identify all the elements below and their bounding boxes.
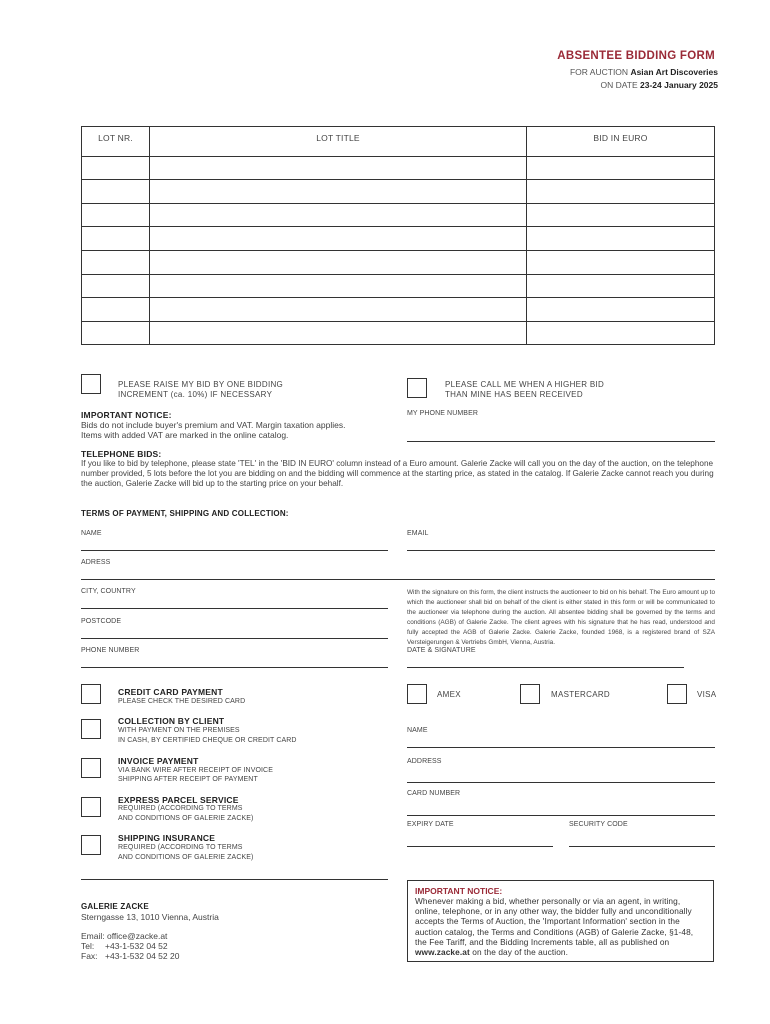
tel-label: Tel:: [81, 941, 95, 951]
telephone-bids-body: If you like to bid by telephone, please state 'TEL' in the 'BID IN EURO' column instead of a Euro amount. Galerie Zacke will call you on the day of the auction, on the telephone number provided, 5 lots before the lot you are bidding on and the bidding will commence at the starting price, as stated in the catalog. If Galerie Zacke cannot reach you during the auction, Galerie Zacke will bid up to the starting price on your behalf.: [81, 459, 714, 488]
company-name: GALERIE ZACKE: [81, 902, 149, 911]
bid-cell[interactable]: [527, 203, 715, 227]
mastercard-checkbox[interactable]: [520, 684, 540, 704]
amex-label: AMEX: [437, 690, 461, 699]
shipping-insurance-checkbox[interactable]: [81, 835, 101, 855]
signature-text: With the signature on this form, the client instructs the auctioneer to bid on his behalf. The Euro amount up to which the auctioneer shall bid on behalf of the client is either stated in this form or will be communicated to the auctioneer via telephone during the auction. All absentee bidding shall be governed by the terms and conditions (AGB) of Galerie Zacke. The client agrees with his signature that he has read, understood and fully accepted the AGB of Galerie Zacke. Galerie Zacke, founded 1968, is a registered brand of SZA Versteigerungen & Vertriebs GmbH, Vienna, Austria.: [407, 589, 715, 646]
lot-row: [82, 321, 715, 345]
lot-nr-cell[interactable]: [82, 250, 150, 274]
security-code-label: SECURITY CODE: [569, 821, 628, 828]
lot-row: [82, 180, 715, 204]
city-field[interactable]: [81, 608, 388, 609]
lots-table-header: [82, 127, 715, 157]
fax-number: +43-1-532 04 52 20: [105, 951, 180, 961]
lot-row: [82, 298, 715, 322]
notice-text: Whenever making a bid, whether personally or via an agent, in writing, online, telephone, or in any other way, the bidder fully and unconditionally accepts the Terms of Auction, the 'Important Information' section in the auction catalog, the Terms and Conditions (AGB) of Galerie Zacke, §1-48, the Fee Tariff, and the Bidding Increments table, all as published on: [415, 896, 694, 947]
tel-number: +43-1-532 04 52: [105, 941, 168, 951]
form-title: ABSENTEE BIDDING FORM: [557, 50, 715, 62]
credit-card-sub: PLEASE CHECK THE DESIRED CARD: [118, 698, 246, 705]
card-number-field[interactable]: [407, 815, 715, 816]
company-fax: [81, 951, 179, 961]
notice-body: [415, 896, 706, 957]
divider: [81, 879, 388, 880]
call-me-label: PLEASE CALL ME WHEN A HIGHER BID THAN MINE HAS BEEN RECEIVED: [445, 380, 605, 399]
company-tel: [81, 941, 168, 951]
lot-title-cell[interactable]: [150, 274, 527, 298]
lot-title-cell[interactable]: [150, 203, 527, 227]
lot-row: [82, 203, 715, 227]
address-label: ADRESS: [81, 559, 111, 566]
important-notice-box: [407, 880, 714, 962]
bid-cell[interactable]: [527, 274, 715, 298]
card-name-label: NAME: [407, 727, 428, 734]
lots-table: [81, 126, 715, 345]
security-code-field[interactable]: [569, 846, 715, 847]
phone-number-label: MY PHONE NUMBER: [407, 410, 478, 417]
credit-card-checkbox[interactable]: [81, 684, 101, 704]
postcode-field[interactable]: [81, 638, 388, 639]
lot-nr-cell[interactable]: [82, 180, 150, 204]
bid-cell[interactable]: [527, 156, 715, 180]
card-name-field[interactable]: [407, 747, 715, 748]
phone-label: PHONE NUMBER: [81, 647, 140, 654]
bid-cell[interactable]: [527, 250, 715, 274]
company-email: Email: office@zacke.at: [81, 931, 168, 941]
lot-nr-cell[interactable]: [82, 274, 150, 298]
phone-number-field[interactable]: [407, 441, 715, 442]
lot-row: [82, 156, 715, 180]
lot-nr-cell[interactable]: [82, 321, 150, 345]
express-parcel-title: EXPRESS PARCEL SERVICE: [118, 795, 239, 805]
company-street: Sterngasse 13, 1010 Vienna, Austria: [81, 912, 219, 922]
card-address-field[interactable]: [407, 782, 715, 783]
lot-nr-cell[interactable]: [82, 227, 150, 251]
raise-bid-label: PLEASE RAISE MY BID BY ONE BIDDING INCREMENT (ca. 10%) IF NECESSARY: [118, 380, 284, 399]
collection-checkbox[interactable]: [81, 719, 101, 739]
email-field[interactable]: [407, 550, 715, 551]
name-field[interactable]: [81, 550, 388, 551]
lot-title-cell[interactable]: [150, 227, 527, 251]
lot-title-cell[interactable]: [150, 156, 527, 180]
important-notice-title: IMPORTANT NOTICE:: [81, 410, 172, 420]
collection-sub2: IN CASH, BY CERTIFIED CHEQUE OR CREDIT CARD: [118, 737, 297, 744]
lot-title-cell[interactable]: [150, 321, 527, 345]
date-signature-label: DATE & SIGNATURE: [407, 647, 476, 654]
shipping-insurance-title: SHIPPING INSURANCE: [118, 833, 216, 843]
visa-checkbox[interactable]: [667, 684, 687, 704]
express-parcel-sub1: REQUIRED (ACCORDING TO TERMS: [118, 805, 243, 812]
credit-card-title: CREDIT CARD PAYMENT: [118, 687, 223, 697]
notice-title: IMPORTANT NOTICE:: [415, 886, 503, 896]
city-label: CITY, COUNTRY: [81, 588, 136, 595]
invoice-sub2: SHIPPING AFTER RECEIPT OF PAYMENT: [118, 776, 258, 783]
postcode-label: POSTCODE: [81, 618, 122, 625]
expiry-label: EXPIRY DATE: [407, 821, 454, 828]
visa-label: VISA: [697, 690, 717, 699]
express-parcel-sub2: AND CONDITIONS OF GALERIE ZACKE): [118, 815, 254, 822]
collection-sub1: WITH PAYMENT ON THE PREMISES: [118, 727, 240, 734]
col-lot-nr: LOT NR.: [82, 127, 150, 157]
lot-row: [82, 274, 715, 298]
auction-name: Asian Art Discoveries: [630, 67, 718, 77]
phone-field[interactable]: [81, 667, 388, 668]
col-lot-title: LOT TITLE: [150, 127, 527, 157]
shipping-insurance-sub2: AND CONDITIONS OF GALERIE ZACKE): [118, 854, 254, 861]
lot-title-cell[interactable]: [150, 180, 527, 204]
bid-cell[interactable]: [527, 227, 715, 251]
mastercard-label: MASTERCARD: [551, 690, 611, 699]
col-bid: BID IN EURO: [527, 127, 715, 157]
shipping-insurance-sub1: REQUIRED (ACCORDING TO TERMS: [118, 844, 243, 851]
terms-title: TERMS OF PAYMENT, SHIPPING AND COLLECTION:: [81, 509, 289, 518]
bid-cell[interactable]: [527, 321, 715, 345]
lot-nr-cell[interactable]: [82, 203, 150, 227]
bid-cell[interactable]: [527, 298, 715, 322]
collection-title: COLLECTION BY CLIENT: [118, 716, 225, 726]
name-label: NAME: [81, 530, 102, 537]
lot-row: [82, 250, 715, 274]
email-label: EMAIL: [407, 530, 429, 537]
lot-nr-cell[interactable]: [82, 298, 150, 322]
lot-row: [82, 227, 715, 251]
auction-line: [570, 67, 718, 77]
call-me-checkbox[interactable]: [407, 378, 427, 398]
notice-text-end: on the day of the auction.: [472, 947, 569, 958]
date-signature-field[interactable]: [407, 667, 684, 668]
address-field[interactable]: [81, 579, 715, 580]
express-parcel-checkbox[interactable]: [81, 797, 101, 817]
invoice-sub1: VIA BANK WIRE AFTER RECEIPT OF INVOICE: [118, 767, 273, 774]
invoice-checkbox[interactable]: [81, 758, 101, 778]
date-label: ON DATE: [600, 80, 638, 90]
raise-bid-checkbox[interactable]: [81, 374, 101, 394]
amex-checkbox[interactable]: [407, 684, 427, 704]
lot-title-cell[interactable]: [150, 298, 527, 322]
fax-label: Fax:: [81, 951, 98, 961]
date-line: [600, 80, 718, 90]
website-link[interactable]: www.zacke.at: [415, 947, 470, 958]
lot-title-cell[interactable]: [150, 250, 527, 274]
date-value: 23-24 January 2025: [640, 80, 718, 90]
card-address-label: ADDRESS: [407, 758, 442, 765]
expiry-field[interactable]: [407, 846, 553, 847]
important-notice-body: Bids do not include buyer's premium and VAT. Margin taxation applies. Items with added VAT are marked in the online catalog.: [81, 420, 346, 440]
bid-cell[interactable]: [527, 180, 715, 204]
invoice-title: INVOICE PAYMENT: [118, 756, 199, 766]
auction-label: FOR AUCTION: [569, 67, 629, 77]
card-number-label: CARD NUMBER: [407, 790, 461, 797]
lot-nr-cell[interactable]: [82, 156, 150, 180]
telephone-bids-title: TELEPHONE BIDS:: [81, 449, 162, 459]
